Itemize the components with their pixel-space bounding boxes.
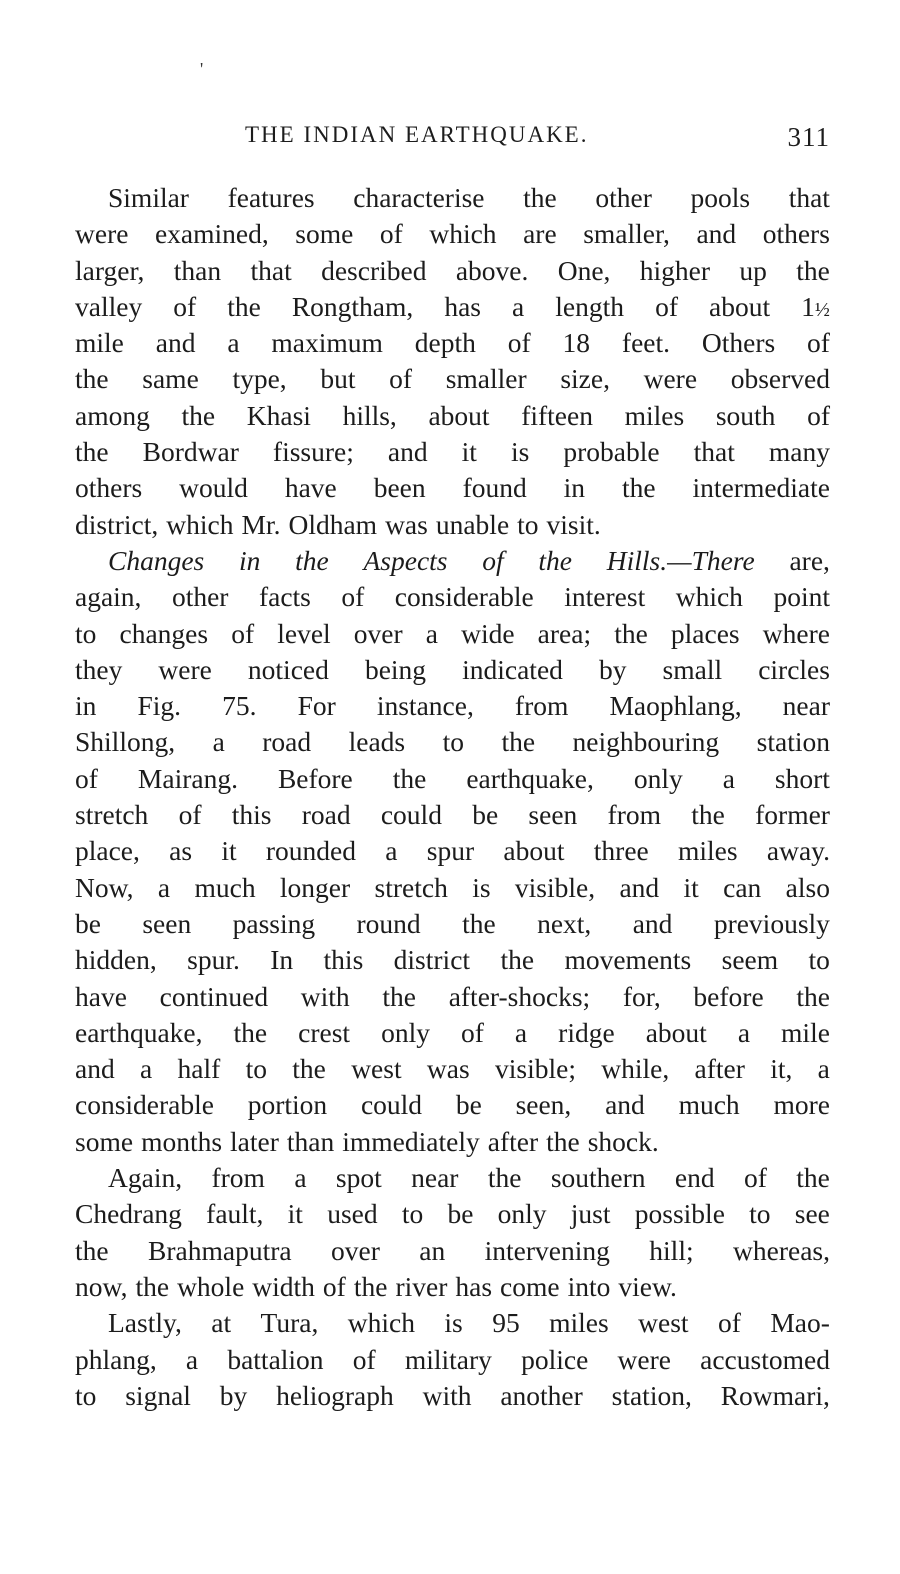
text-line: considerable portion could be seen, and much more [75,1089,830,1121]
text-line: they were noticed being indicated by small circles [75,653,830,685]
text-line: have continued with the after-shocks; for, before the [75,980,830,1012]
text-line: again, other facts of considerable interest which point [75,581,830,613]
text-line: were examined, some of which are smaller, and others [75,218,830,250]
text-line: the Brahmaputra over an intervening hill; whereas, [75,1234,830,1266]
text-line: earthquake, the crest only of a ridge about a mile [75,1016,830,1048]
text-line: the Bordwar fissure; and it is probable that many [75,436,830,468]
text-line: to changes of level over a wide area; the places where [75,617,830,649]
text-line: among the Khasi hills, about fifteen miles south of [75,399,830,431]
text-line: stretch of this road could be seen from the former [75,799,830,831]
text-line: Now, a much longer stretch is visible, and it can also [75,871,830,903]
text-line: others would have been found in the intermediate [75,472,830,504]
text-line: valley of the Rongtham, has a length of about 1½ [75,290,830,322]
text-line: to signal by heliograph with another station, Rowmari, [75,1379,830,1411]
text-line: hidden, spur. In this district the movements seem to [75,944,830,976]
text-line: Shillong, a road leads to the neighbouring station [75,726,830,758]
text-line: some months later than immediately after the shock. [75,1125,659,1157]
text-line: now, the whole width of the river has come into view. [75,1270,677,1302]
running-head: THE INDIAN EARTHQUAKE. [245,122,589,147]
text-line: place, as it rounded a spur about three miles away. [75,835,830,867]
text-line: and a half to the west was visible; while, after it, a [75,1053,830,1085]
text-line: district, which Mr. Oldham was unable to visit. [75,508,601,540]
text-line: be seen passing round the next, and previously [75,907,830,939]
text-line: Chedrang fault, it used to be only just possible to see [75,1198,830,1230]
text-line: mile and a maximum depth of 18 feet. Others of [75,327,830,359]
text-line: Changes in the Aspects of the Hills.—There are, [108,544,830,576]
text-line: Lastly, at Tura, which is 95 miles west of Mao- [108,1307,830,1339]
text-line: Again, from a spot near the southern end of the [108,1162,830,1194]
text-line: in Fig. 75. For instance, from Maophlang, near [75,690,830,722]
text-line: larger, than that described above. One, higher up the [75,254,830,286]
text-line: Similar features characterise the other pools that [108,182,830,213]
page-number: 311 [787,122,830,152]
stray-mark: ' [200,59,204,79]
body-text [75,180,830,1414]
text-line: the same type, but of smaller size, were observed [75,363,830,395]
text-line: phlang, a battalion of military police were accustomed [75,1343,830,1375]
text-line: of Mairang. Before the earthquake, only a short [75,762,830,794]
page-header [75,118,830,152]
